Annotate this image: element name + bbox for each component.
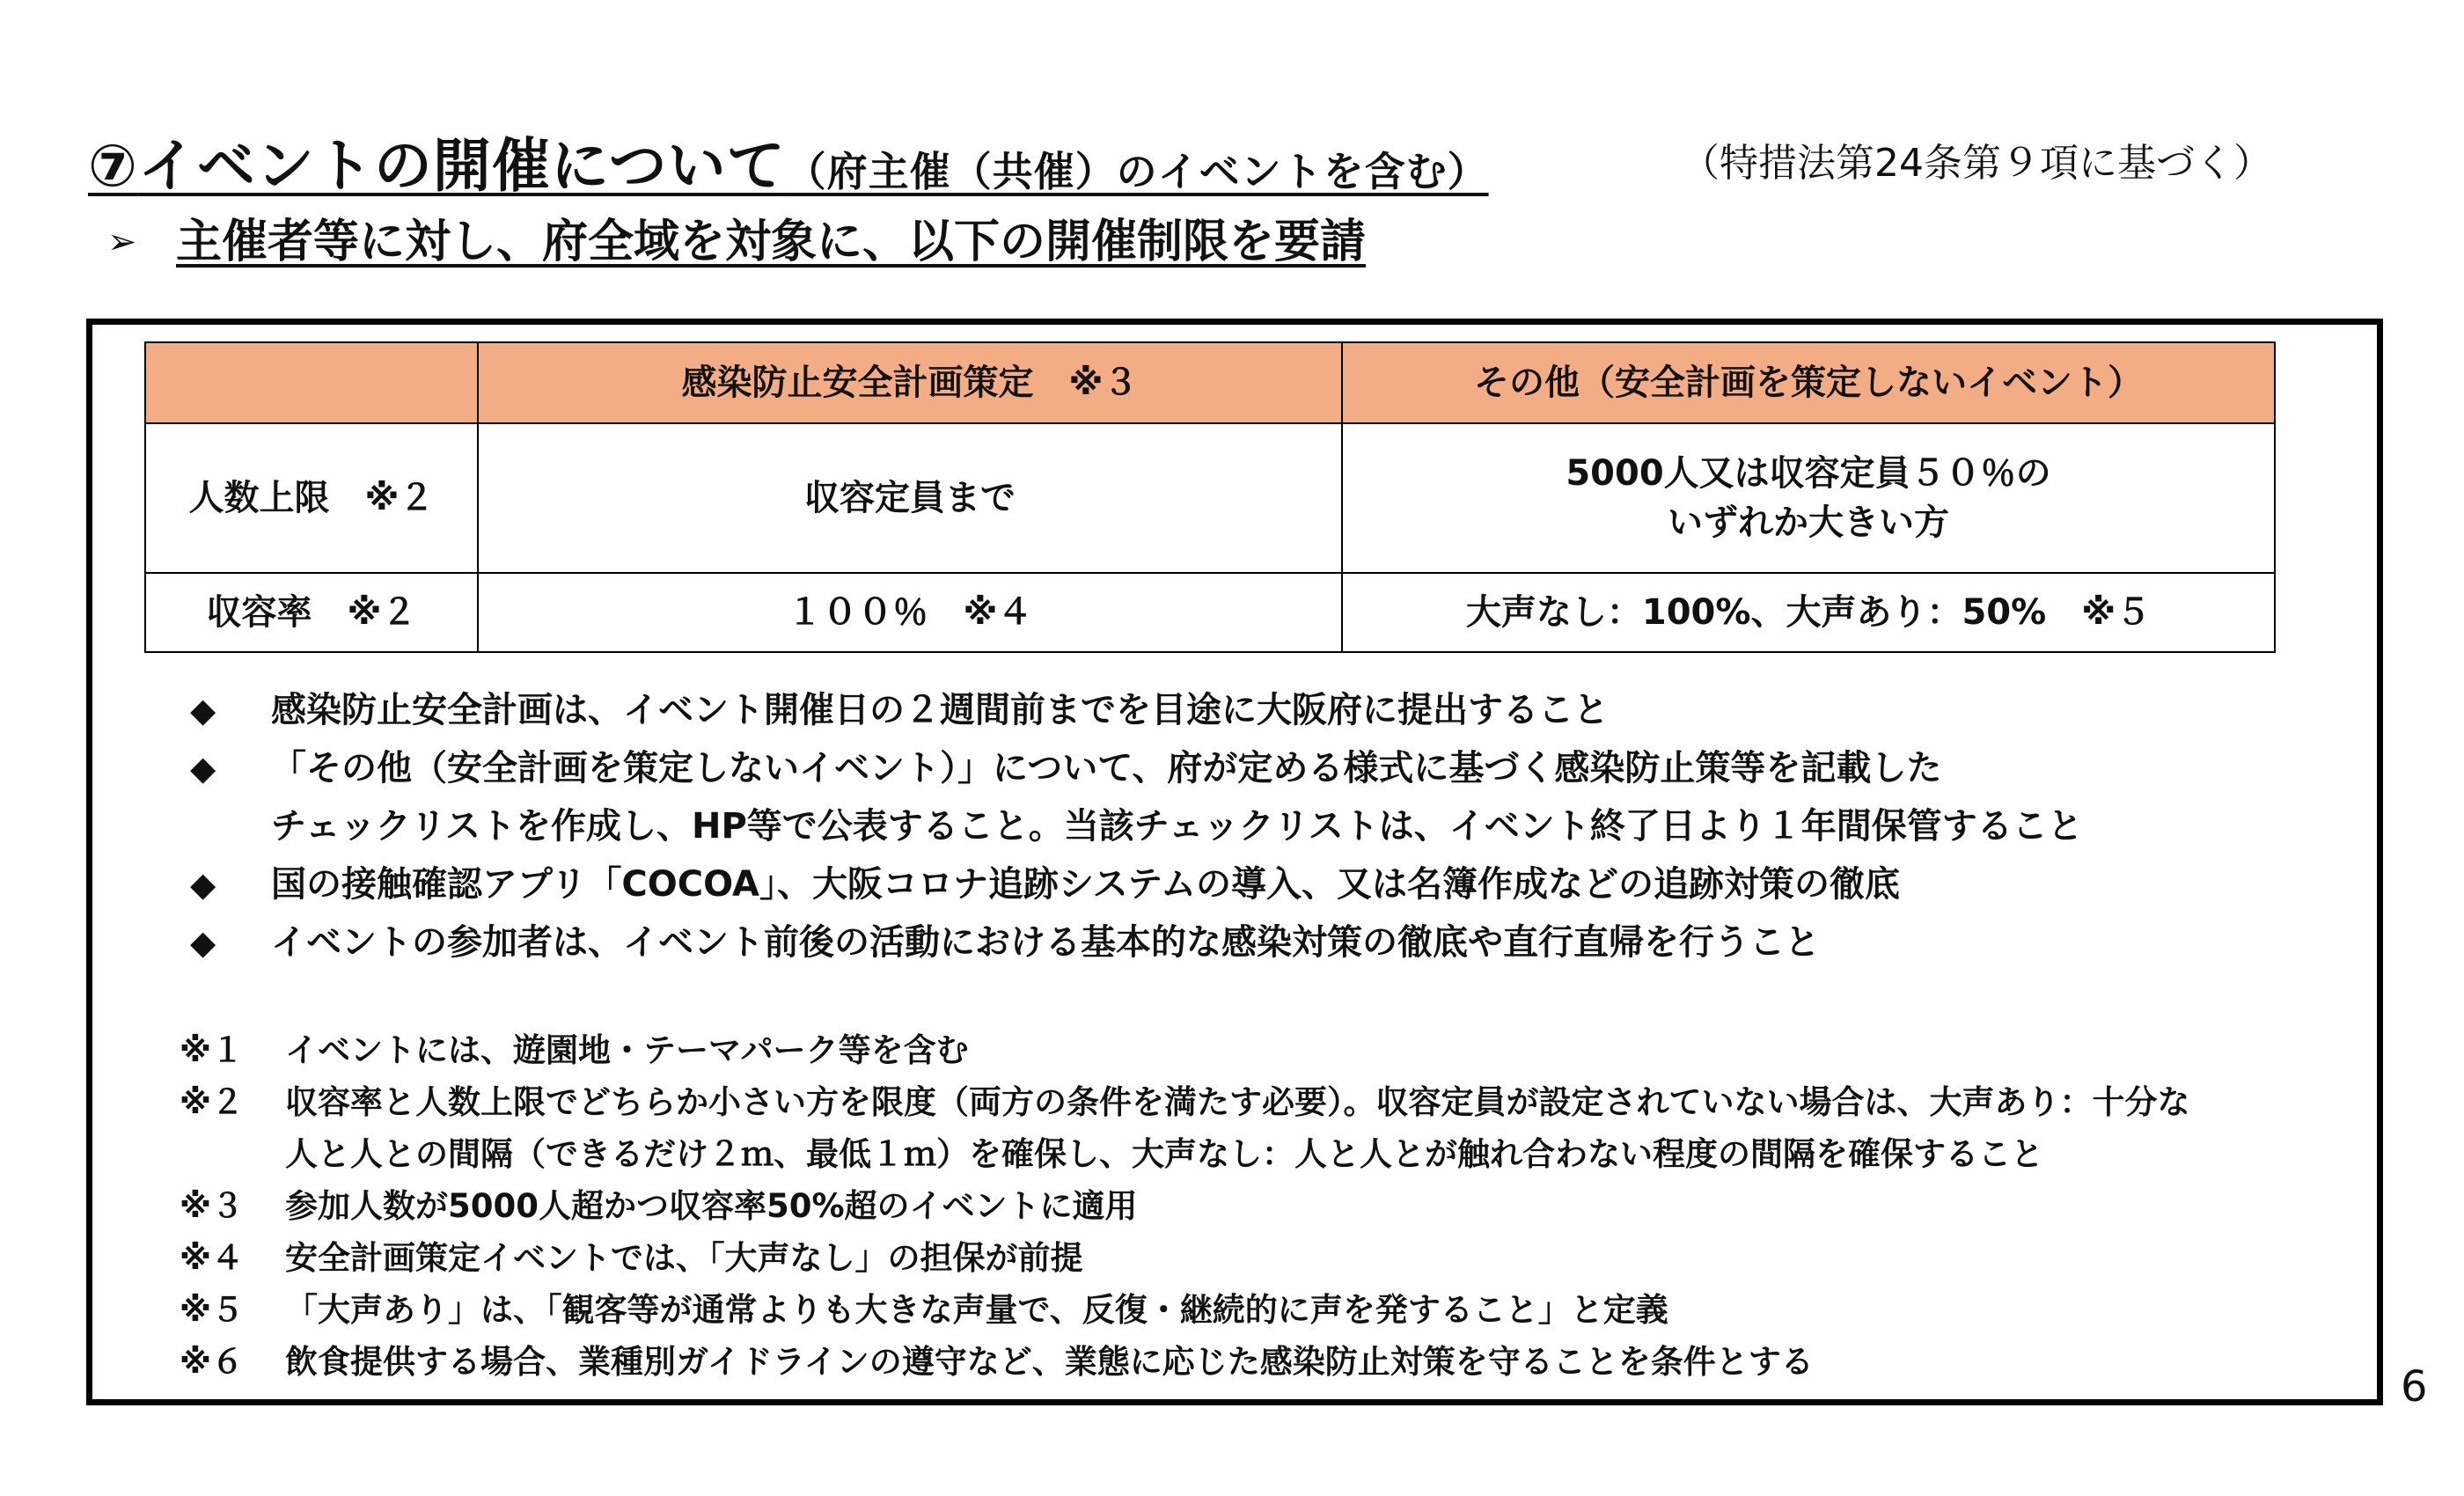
cell-other-capacity: [1342, 423, 2275, 573]
footnote-text-continued: 人と人との間隔（できるだけ２ｍ、最低１ｍ）を確保し、大声なし：人と人とが触れ合わない程度の間隔を確保すること: [285, 1135, 2043, 1173]
cell-plan-capacity: 収容定員まで: [478, 423, 1342, 573]
list-item: [190, 855, 2355, 913]
title-main-text: イベントの開催について: [137, 132, 786, 200]
cell-other-capacity-line2: いずれか大きい方: [1668, 502, 1949, 543]
footnote-text: イベントには、遊園地・テーマパーク等を含む: [285, 1031, 969, 1069]
footnote: [180, 1336, 2380, 1388]
footnote: [180, 1232, 2380, 1284]
table-header-empty: [145, 342, 478, 423]
footnote: [180, 1284, 2380, 1336]
footnote-label: ※３: [180, 1187, 244, 1225]
footnote-label: ※６: [180, 1343, 244, 1381]
row-label-rate: 収容率 ※２: [145, 573, 478, 652]
footnote: [180, 1076, 2380, 1180]
list-item: [190, 739, 2355, 855]
list-item: [190, 681, 2355, 739]
footnote-label: ※５: [180, 1291, 244, 1329]
table-header-other: その他（安全計画を策定しないイベント）: [1342, 342, 2275, 423]
diamond-bullet-icon: ◆: [190, 923, 216, 962]
title-subtext: （府主催（共催）のイベントを含む）: [785, 148, 1489, 195]
footnote-text: 参加人数が5000人超かつ収容率50%超のイベントに適用: [285, 1187, 1138, 1225]
diamond-bullet-icon: ◆: [190, 749, 216, 788]
table-header-plan: 感染防止安全計画策定 ※３: [478, 342, 1342, 423]
footnote-text: 飲食提供する場合、業種別ガイドラインの遵守など、業態に応じた感染防止対策を守ることを条件とする: [285, 1343, 1814, 1381]
list-item: [190, 913, 2355, 972]
footnote: [180, 1024, 2380, 1076]
footnote-label: ※２: [180, 1083, 244, 1121]
table-row: [145, 423, 2275, 573]
title-number-mark: ⑦: [88, 132, 138, 200]
footnote-label: ※４: [180, 1239, 244, 1277]
page-number: 6: [2401, 1362, 2428, 1412]
title-line: [88, 119, 2429, 200]
subtitle: [107, 204, 1366, 270]
bullet-text: 国の接触確認アプリ「COCOA」、大阪コロナ追跡システムの導入、又は名簿作成などの追跡対策の徹底: [271, 864, 1901, 905]
table-row: [145, 573, 2275, 652]
bullet-text: 「その他（安全計画を策定しないイベント）」について、府が定める様式に基づく感染防止策等を記載した: [271, 748, 1942, 788]
row-label-capacity: 人数上限 ※２: [145, 423, 478, 573]
cell-other-capacity-line1: 5000人又は収容定員５０％の: [1566, 453, 2051, 494]
footnote-label: ※１: [180, 1031, 244, 1069]
footnote-text: 収容率と人数上限でどちらか小さい方を限度（両方の条件を満たす必要）。収容定員が設定されていない場合は、大声あり：十分な: [285, 1083, 2190, 1121]
footnote-text: 「大声あり」は、「観客等が通常よりも大きな声量で、反復・継続的に声を発すること」と定義: [285, 1291, 1668, 1329]
bullet-list: [190, 681, 2355, 972]
diamond-bullet-icon: ◆: [190, 865, 216, 904]
bullet-text: イベントの参加者は、イベント前後の活動における基本的な感染対策の徹底や直行直帰を行うこと: [271, 922, 1820, 963]
page-title: [88, 119, 1489, 202]
footnote-list: [180, 1024, 2380, 1388]
diamond-bullet-icon: ◆: [190, 691, 216, 730]
bullet-text-continued: チェックリストを作成し、HP等で公表すること。当該チェックリストは、イベント終了日より１年間保管すること: [271, 806, 2083, 847]
restriction-table: [144, 341, 2276, 653]
table-header-row: [145, 342, 2275, 423]
subtitle-text: 主催者等に対し、府全域を対象に、以下の開催制限を要請: [176, 216, 1367, 268]
cell-other-rate: 大声なし：100%、大声あり：50% ※５: [1342, 573, 2275, 652]
footnote: [180, 1180, 2380, 1232]
cell-plan-rate: １００％ ※４: [478, 573, 1342, 652]
title-legal-note: （特措法第24条第９項に基づく）: [1681, 141, 2272, 186]
bullet-text: 感染防止安全計画は、イベント開催日の２週間前までを目途に大阪府に提出すること: [271, 690, 1609, 730]
arrow-bullet-icon: ➢: [107, 222, 137, 262]
footnote-text: 安全計画策定イベントでは、「大声なし」の担保が前提: [285, 1239, 1083, 1277]
